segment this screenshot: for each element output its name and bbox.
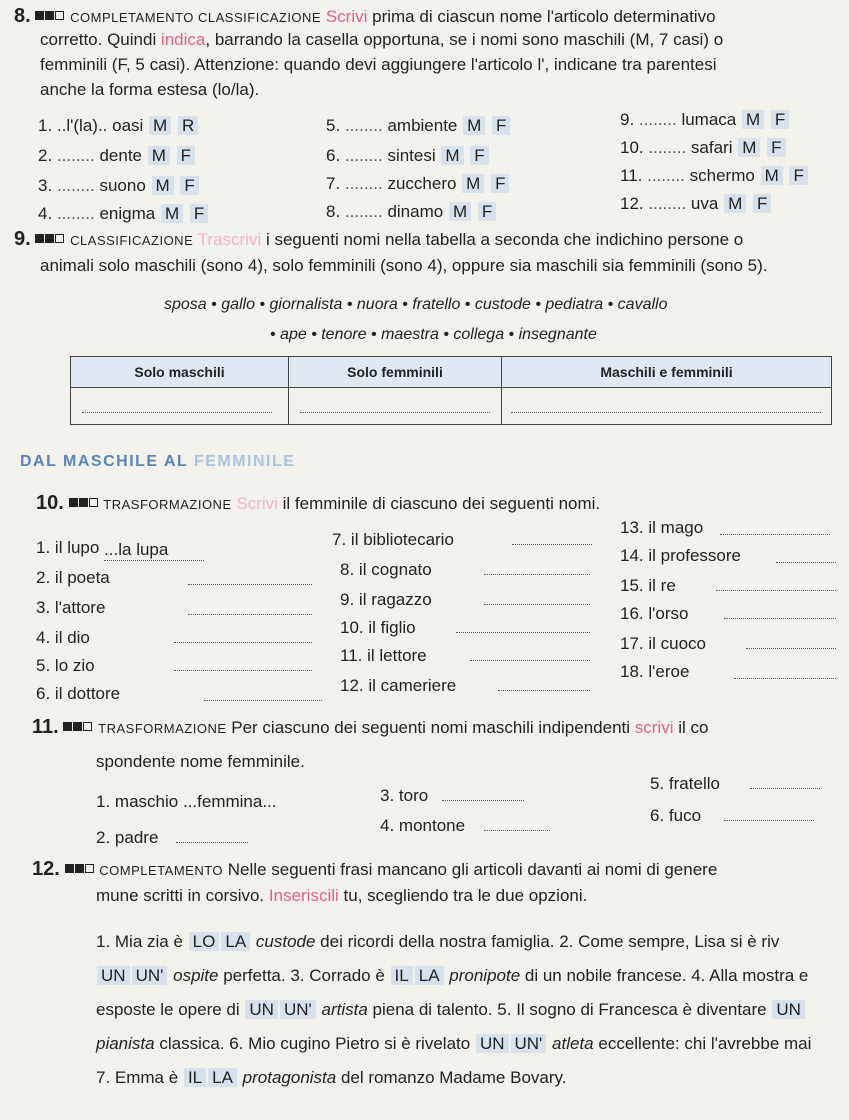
checkbox-m[interactable]: M <box>761 166 783 185</box>
item-number: 11. <box>620 166 643 185</box>
list-item <box>620 166 809 186</box>
answer-field[interactable] <box>176 842 248 843</box>
sentence-text: classica. 6. Mio cugino Pietro si è rivelato <box>159 1034 471 1053</box>
item-number: 11. <box>340 646 363 665</box>
list-item <box>38 146 196 166</box>
answer-field[interactable] <box>750 788 820 789</box>
item-word: il dottore <box>54 684 121 703</box>
item-number: 15. <box>620 576 644 595</box>
item-number: 3. <box>36 598 51 617</box>
table-header: Maschili e femminili <box>502 357 832 388</box>
checkbox-m[interactable]: M <box>724 194 746 213</box>
checkbox-f[interactable]: F <box>767 138 785 157</box>
answer-field[interactable] <box>484 604 590 605</box>
exercise-tag: CLASSIFICAZIONE <box>70 233 194 248</box>
list-item <box>36 598 105 618</box>
sentence-text: dei ricordi della nostra famiglia. 2. Come sempre, Lisa si è riv <box>320 932 780 951</box>
difficulty-icon <box>45 234 54 243</box>
answer-field[interactable] <box>746 648 836 649</box>
sentence-line <box>96 1068 566 1088</box>
item-word: oasi <box>112 116 144 135</box>
answer-field[interactable]: ...la lupa <box>104 540 204 561</box>
item-word: montone <box>398 816 466 835</box>
section-title-part: FEMMINILE <box>193 453 296 470</box>
exercise-11-header <box>32 716 708 739</box>
exercise-10-header <box>36 492 600 515</box>
item-number: 6. <box>36 684 51 703</box>
item-number: 8. <box>340 560 355 579</box>
table-cell[interactable] <box>289 388 502 425</box>
item-number: 4. <box>38 204 53 223</box>
checkbox-f[interactable]: F <box>492 116 510 135</box>
option-button[interactable]: UN <box>476 1034 509 1053</box>
item-word: lo zio <box>54 656 95 675</box>
difficulty-icon <box>55 234 64 243</box>
item-word: il bibliotecario <box>350 530 454 549</box>
answer-field[interactable] <box>188 584 312 585</box>
list-item <box>36 684 120 704</box>
item-number: 7. <box>332 530 347 549</box>
item-number: 17. <box>620 634 644 653</box>
difficulty-icon <box>63 722 72 731</box>
item-number: 8. <box>326 202 341 221</box>
item-number: 5. <box>650 774 665 793</box>
item-word: dente <box>99 146 142 165</box>
answer-field[interactable] <box>470 660 590 661</box>
sentence-line <box>96 932 779 952</box>
instruction-text: il femminile di ciascuno dei seguenti nomi. <box>277 494 601 513</box>
item-word: il re <box>648 576 676 595</box>
instruction-text: tu, scegliendo tra le due opzioni. <box>338 886 588 905</box>
item-word: l'attore <box>54 598 106 617</box>
checkbox-f[interactable]: F <box>478 202 496 221</box>
item-word: il professore <box>648 546 741 565</box>
answer-field[interactable]: ...femmina... <box>182 792 277 811</box>
answer-field[interactable] <box>776 562 836 563</box>
difficulty-icon <box>35 234 44 243</box>
checkbox-m[interactable]: M <box>441 146 463 165</box>
item-number: 1. <box>96 792 111 811</box>
list-item <box>650 774 720 794</box>
list-item <box>620 110 790 130</box>
answer-field[interactable]: ........ <box>56 176 95 195</box>
table-cell[interactable] <box>502 388 832 425</box>
answer-field[interactable] <box>484 830 550 831</box>
item-word: il mago <box>648 518 704 537</box>
item-word: enigma <box>99 204 156 223</box>
list-item <box>340 676 456 696</box>
exercise-tag: TRASFORMAZIONE <box>103 497 232 512</box>
answer-field[interactable] <box>734 678 836 679</box>
item-number: 2. <box>96 828 111 847</box>
option-button[interactable]: LA <box>208 1068 237 1087</box>
instruction-line: anche la forma estesa (lo/la). <box>40 80 260 99</box>
list-item <box>340 590 432 610</box>
list-item <box>620 604 688 624</box>
item-number: 12. <box>620 194 644 213</box>
instruction-text: Nelle seguenti frasi mancano gli articoli davanti ai nomi di genere <box>227 860 718 879</box>
list-item <box>326 202 497 222</box>
item-word: fuco <box>668 806 702 825</box>
list-item <box>620 138 787 158</box>
difficulty-icon <box>55 11 64 20</box>
option-button[interactable]: UN' <box>280 1000 316 1019</box>
item-number: 5. <box>36 656 51 675</box>
item-number: 4. <box>36 628 51 647</box>
answer-field[interactable] <box>512 544 592 545</box>
instruction-text: Per ciascuno dei seguenti nomi maschili indipendenti <box>231 718 635 737</box>
answer-field[interactable] <box>498 690 590 691</box>
list-item <box>96 792 277 812</box>
difficulty-icon <box>35 11 44 20</box>
checkbox-m[interactable]: M <box>161 204 183 223</box>
item-word: suono <box>99 176 146 195</box>
checkbox-m[interactable]: M <box>449 202 471 221</box>
item-word: il dio <box>54 628 90 647</box>
difficulty-icon <box>79 498 88 507</box>
answer-field[interactable]: ........ <box>648 138 687 157</box>
list-item <box>38 176 200 196</box>
instruction-line: animali solo maschili (sono 4), solo femminili (sono 4), oppure sia maschili sia femminili (sono 5). <box>40 256 768 275</box>
answer-field[interactable]: ........ <box>648 194 687 213</box>
option-button[interactable]: UN <box>245 1000 278 1019</box>
item-word: ambiente <box>387 116 458 135</box>
exercise-number: 8. <box>14 5 31 27</box>
list-item <box>340 560 432 580</box>
item-word: safari <box>690 138 733 157</box>
answer-field[interactable] <box>484 574 590 575</box>
answer-field[interactable] <box>456 632 590 633</box>
exercise-tag: COMPLETAMENTO CLASSIFICAZIONE <box>70 10 322 25</box>
list-item <box>36 568 110 588</box>
item-number: 9. <box>620 110 635 129</box>
difficulty-icon <box>69 498 78 507</box>
list-item <box>620 546 741 566</box>
table-cell[interactable] <box>71 388 289 425</box>
table-header: Solo maschili <box>71 357 289 388</box>
sentence-text: 7. Emma è <box>96 1068 179 1087</box>
item-number: 4. <box>380 816 395 835</box>
answer-field[interactable] <box>174 670 312 671</box>
answer-field[interactable] <box>716 590 836 591</box>
list-item <box>340 618 416 638</box>
checkbox-m[interactable]: M <box>463 116 485 135</box>
list-item <box>620 662 689 682</box>
difficulty-icon <box>83 722 92 731</box>
answer-field[interactable]: ........ <box>56 204 95 223</box>
difficulty-icon <box>89 498 98 507</box>
option-button[interactable]: LA <box>221 932 250 951</box>
option-button[interactable]: LO <box>189 932 220 951</box>
checkbox-m[interactable]: M <box>462 174 484 193</box>
answer-field[interactable] <box>724 820 814 821</box>
checkbox-f[interactable]: F <box>491 174 509 193</box>
section-title-part: DAL MASCHILE AL <box>20 453 194 470</box>
option-button[interactable]: IL <box>391 966 413 985</box>
checkbox-f[interactable]: F <box>789 166 807 185</box>
instruction-verb: Inseriscili <box>268 886 339 905</box>
item-word: l'orso <box>648 604 689 623</box>
list-item <box>36 538 204 561</box>
item-word: l'eroe <box>648 662 690 681</box>
item-number: 13. <box>620 518 644 537</box>
instruction-verb: scrivi <box>634 718 674 737</box>
item-word: il cuoco <box>648 634 707 653</box>
item-number: 5. <box>326 116 341 135</box>
sentence-text: del romanzo Madame Bovary. <box>340 1068 567 1087</box>
item-word: il cognato <box>358 560 432 579</box>
item-number: 10. <box>620 138 644 157</box>
sentence-text: perfetta. 3. Corrado è <box>223 966 385 985</box>
italic-noun: pianista <box>96 1034 155 1053</box>
item-word: fratello <box>668 774 720 793</box>
checkbox-m[interactable]: M <box>738 138 760 157</box>
item-number: 14. <box>620 546 644 565</box>
item-word: padre <box>114 828 159 847</box>
answer-field[interactable]: ........ <box>647 166 685 185</box>
checkbox-m[interactable]: M <box>742 110 764 129</box>
sentence-line <box>96 1000 806 1020</box>
item-word: sintesi <box>387 146 436 165</box>
answer-field[interactable]: ........ <box>638 110 677 129</box>
item-word: il ragazzo <box>358 590 432 609</box>
answer-field[interactable]: ........ <box>56 146 95 165</box>
classification-table <box>70 356 832 425</box>
instruction-verb: Trascrivi <box>197 230 262 249</box>
option-button[interactable]: UN' <box>132 966 168 985</box>
checkbox-f[interactable]: F <box>177 146 195 165</box>
answer-field[interactable] <box>724 618 836 619</box>
difficulty-icon <box>75 864 84 873</box>
answer-field[interactable]: ........ <box>344 146 383 165</box>
item-word: il figlio <box>368 618 416 637</box>
item-word: lumaca <box>681 110 737 129</box>
item-word: il lettore <box>367 646 427 665</box>
exercise-tag: TRASFORMAZIONE <box>98 721 227 736</box>
option-button[interactable]: UN <box>97 966 130 985</box>
item-word: dinamo <box>387 202 444 221</box>
exercise-number: 12. <box>32 858 60 880</box>
instruction-text: i seguenti nomi nella tabella a seconda che indichino persone o <box>261 230 744 249</box>
list-item <box>326 116 511 136</box>
instruction-verb: Scrivi <box>236 494 278 513</box>
table-header: Solo femminili <box>289 357 502 388</box>
instruction-text: , barrando la casella opportuna, se i nomi sono maschili (M, 7 casi) o <box>205 30 724 49</box>
answer-field[interactable]: ........ <box>344 174 383 193</box>
item-number: 6. <box>650 806 665 825</box>
option-button[interactable]: IL <box>184 1068 206 1087</box>
answer-field[interactable]: ........ <box>344 116 383 135</box>
answer-field[interactable] <box>174 642 312 643</box>
list-item <box>326 174 510 194</box>
item-number: 1. <box>36 538 51 557</box>
sentence-line <box>96 1034 811 1054</box>
list-item <box>380 816 465 836</box>
exercise-tag: COMPLETAMENTO <box>99 863 224 878</box>
exercise-number: 9. <box>14 228 31 250</box>
list-item <box>96 828 158 848</box>
italic-noun: ospite <box>173 966 219 985</box>
item-number: 3. <box>38 176 53 195</box>
item-number: 2. <box>38 146 53 165</box>
item-number: 18. <box>620 662 644 681</box>
checkbox-m[interactable]: M <box>152 176 174 195</box>
checkbox-f[interactable]: F <box>771 110 789 129</box>
option-button[interactable]: UN' <box>511 1034 547 1053</box>
list-item <box>326 146 490 166</box>
sentence-text: eccellente: chi l'avrebbe mai <box>598 1034 812 1053</box>
sentence-text: 1. Mia zia è <box>96 932 183 951</box>
item-number: 10. <box>340 618 364 637</box>
difficulty-icon <box>65 864 74 873</box>
option-button[interactable]: UN <box>772 1000 805 1019</box>
word-list: sposa • gallo • giornalista • nuora • fratello • custode • pediatra • cavallo <box>164 296 668 313</box>
answer-field[interactable] <box>204 700 322 701</box>
exercise-number: 10. <box>36 492 64 514</box>
item-number: 1. <box>38 116 53 135</box>
instruction-text: il co <box>673 718 709 737</box>
instruction-line <box>40 30 723 50</box>
answer-field[interactable] <box>442 800 524 801</box>
instruction-text: mune scritti in corsivo. <box>96 886 269 905</box>
item-number: 16. <box>620 604 644 623</box>
list-item <box>380 786 428 806</box>
instruction-text: prima di ciascun nome l'articolo determinativo <box>367 7 716 26</box>
item-word: toro <box>398 786 429 805</box>
instruction-line: spondente nome femminile. <box>96 752 305 771</box>
option-button[interactable]: LA <box>415 966 444 985</box>
italic-noun: artista <box>321 1000 368 1019</box>
answer-field[interactable] <box>720 534 830 535</box>
checkbox-f[interactable]: F <box>180 176 198 195</box>
list-item <box>36 628 90 648</box>
item-word: schermo <box>689 166 755 185</box>
list-item <box>36 656 95 676</box>
exercise-number: 11. <box>32 716 59 738</box>
sentence-line <box>96 966 808 986</box>
italic-noun: pronipote <box>449 966 521 985</box>
answer-field[interactable]: ........ <box>344 202 383 221</box>
italic-noun: atleta <box>552 1034 594 1053</box>
exercise-8-header <box>14 5 716 28</box>
item-number: 2. <box>36 568 51 587</box>
difficulty-icon <box>85 864 94 873</box>
instruction-line: femminili (F, 5 casi). Attenzione: quando devi aggiungere l'articolo l', indicane tra parentesi <box>40 55 717 74</box>
list-item <box>620 634 706 654</box>
instruction-verb: indica <box>160 30 206 49</box>
exercise-12-header <box>32 858 717 881</box>
list-item <box>38 116 199 136</box>
answer-field[interactable]: ..l'(la).. <box>56 116 108 135</box>
list-item <box>650 806 701 826</box>
list-item <box>38 204 209 224</box>
item-number: 12. <box>340 676 364 695</box>
item-number: 9. <box>340 590 355 609</box>
list-item <box>620 576 676 596</box>
item-number: 7. <box>326 174 341 193</box>
instruction-line <box>96 886 587 906</box>
checkbox-f[interactable]: R <box>178 116 198 135</box>
item-word: zucchero <box>387 174 457 193</box>
sentence-text: di un nobile francese. 4. Alla mostra e <box>524 966 809 985</box>
section-title <box>20 453 295 471</box>
list-item <box>332 530 454 550</box>
checkbox-f[interactable]: F <box>190 204 208 223</box>
item-word: il lupo <box>54 538 100 557</box>
item-word: maschio <box>114 792 179 811</box>
item-number: 3. <box>380 786 395 805</box>
item-number: 6. <box>326 146 341 165</box>
difficulty-icon <box>73 722 82 731</box>
item-word: il poeta <box>54 568 110 587</box>
list-item <box>620 194 772 214</box>
italic-noun: protagonista <box>242 1068 337 1087</box>
exercise-9-header <box>14 228 743 251</box>
sentence-text: piena di talento. 5. Il sogno di Francesca è diventare <box>372 1000 767 1019</box>
answer-field[interactable] <box>188 614 312 615</box>
item-word: uva <box>690 194 719 213</box>
list-item <box>340 646 427 666</box>
checkbox-m[interactable]: M <box>149 116 171 135</box>
checkbox-f[interactable]: F <box>470 146 488 165</box>
list-item <box>620 518 703 538</box>
difficulty-icon <box>45 11 54 20</box>
sentence-text: esposte le opere di <box>96 1000 240 1019</box>
instruction-text: corretto. Quindi <box>40 30 161 49</box>
word-list: • ape • tenore • maestra • collega • insegnante <box>270 326 597 343</box>
italic-noun: custode <box>255 932 316 951</box>
item-word: il cameriere <box>368 676 457 695</box>
instruction-verb: Scrivi <box>325 7 368 26</box>
checkbox-m[interactable]: M <box>148 146 170 165</box>
checkbox-f[interactable]: F <box>753 194 771 213</box>
